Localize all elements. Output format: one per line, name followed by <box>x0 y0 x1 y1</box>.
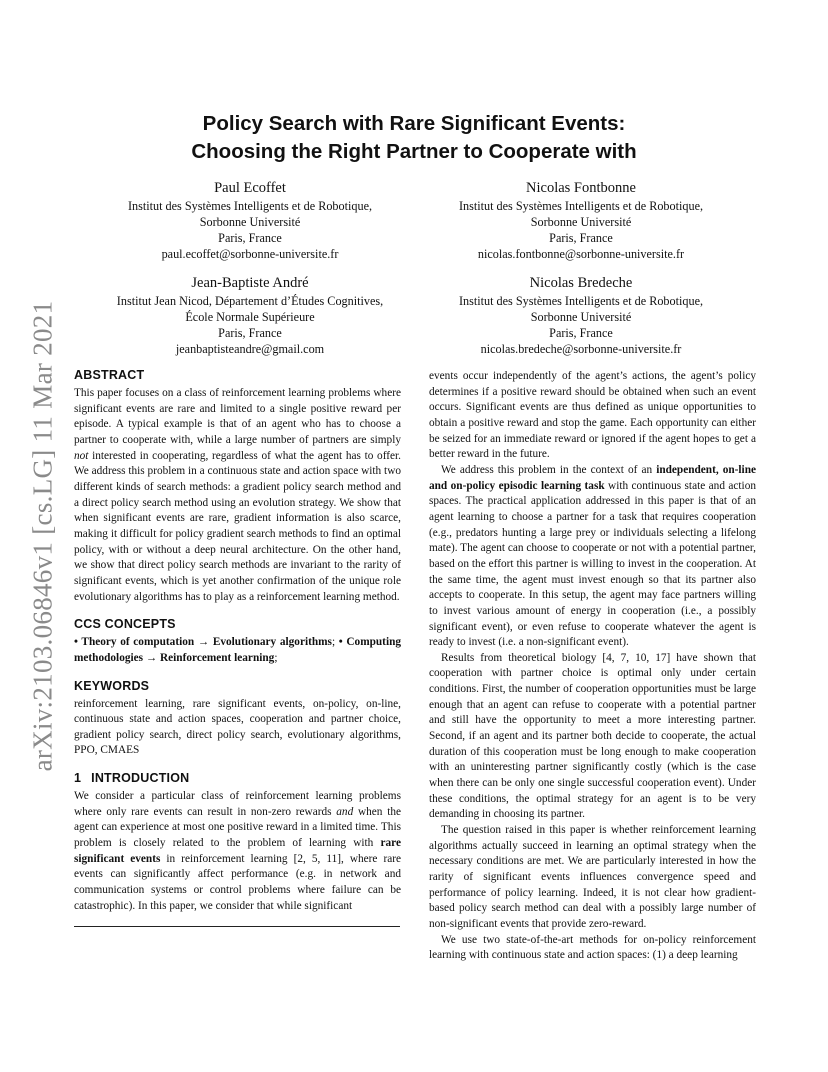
author-email: nicolas.fontbonne@sorbonne-universite.fr <box>477 247 685 261</box>
body-paragraph: We use two state-of-the-art methods for on-policy reinforcement learning with continuous state and action spaces: (1) a deep learning <box>429 933 756 962</box>
author-affiliation: Paris, France <box>218 231 282 245</box>
author-affiliation: Sorbonne Université <box>199 215 301 229</box>
author-affiliation: École Normale Supérieure <box>185 310 315 324</box>
paper-title <box>0 110 828 166</box>
keywords-heading: KEYWORDS <box>74 678 150 693</box>
footnote-rule <box>74 926 400 927</box>
author-name: Nicolas Fontbonne <box>526 180 636 196</box>
arxiv-stamp <box>22 286 64 786</box>
title-line-2: Choosing the Right Partner to Cooperate with <box>191 140 637 163</box>
body-paragraph: events occur independently of the agent’s actions, the agent’s policy determines if a positive reward should be obtained when such an event occurs. Significant events are thus defined as unique opportunities to obtain a positive reward and stop the game. Each opportunity can either be seized for an immediate reward or ignored if the agent hopes to get a better reward in the future. <box>429 370 756 461</box>
arxiv-id: arXiv:2103.06846v1 [cs.LG] 11 Mar 2021 <box>27 300 58 772</box>
author-affiliation: Paris, France <box>218 326 282 340</box>
intro-heading: 1 INTRODUCTION <box>74 771 190 786</box>
body-paragraph: Results from theoretical biology [4, 7, 10, 17] have shown that cooperation with partner choice is optimal only under certain conditions. First, the number of cooperation opportunities must be large enough that an agent can refuse to cooperate with a potential partner and still have the opportunity to meet a more interesting partner. Second, if an agent and its partner both decide to cooperate, the actual duration of this cooperation must be long enough to make cooperation with an uninteresting partner significantly costly (which is the case when there can be only one single successful cooperation event). Under these conditions, the optimal strategy for an agent is to be very demanding in choosing its partner. <box>429 651 756 821</box>
author-affiliation: Institut des Systèmes Intelligents et de Robotique, <box>458 294 704 308</box>
author-affiliation: Paris, France <box>549 326 613 340</box>
author-block-1 <box>80 178 420 262</box>
right-column <box>429 369 756 964</box>
author-affiliation: Institut des Systèmes Intelligents et de Robotique, <box>127 199 373 213</box>
ccs-text: • Theory of computation → Evolutionary algorithms; • Computing methodologies → Reinforcement learning; <box>74 636 402 664</box>
left-column <box>74 368 401 927</box>
intro-paragraph: We consider a particular class of reinforcement learning problems where only rare events can result in non-zero rewards and when the agent can experience at most one positive reward in a limited time. This problem is closely related to the problem of learning with rare significant events in reinforcement learning [2, 5, 11], where rare events can significantly affect performance (e.g. in network and communication systems or control problems where failure can be catastrophic). In this paper, we consider that while significant <box>74 790 401 912</box>
keywords-text: reinforcement learning, rare significant events, on-policy, on-line, continuous state and action spaces, cooperation and partner choice, gradient policy search, direct policy search, evolutionary algorithms, PPO, CMAES <box>74 697 401 757</box>
author-email: jeanbaptisteandre@gmail.com <box>175 342 325 356</box>
author-affiliation: Paris, France <box>549 231 613 245</box>
abstract-text: This paper focuses on a class of reinforcement learning problems where significant events are rare and limited to a single positive reward per episode. A typical example is that of an agent who has to choose a partner to cooperate with, while a large number of partners are simply not interested in cooperating, regardless of what the agent has to offer. We address this problem in a continuous state and action space with two different kinds of search methods: a gradient policy search method and a direct policy search method using an evolution strategy. We show that when significant events are rare, gradient information is also scarce, making it difficult for policy gradient search methods to find an optimal policy, with or without a deep neural architecture. On the other hand, we show that direct policy search methods are invariant to the rarity of significant events, which is yet another confirmation of the unique role evolutionary algorithms has to play as a reinforcement learning method. <box>74 387 401 603</box>
author-name: Jean-Baptiste André <box>191 275 309 291</box>
author-block-2 <box>411 178 751 262</box>
ccs-heading: CCS CONCEPTS <box>74 617 176 632</box>
body-paragraph: The question raised in this paper is whether reinforcement learning algorithms actually succeed in learning an optimal strategy when the necessary conditions are met. We are particularly interested in how the rarity of significant events influences convergence speed and performance of policy learning. Indeed, it is not clear how gradient-based policy search method can deal with a possibly large number of non-significant events that provide zero-reward. <box>429 824 756 930</box>
author-block-4 <box>411 273 751 357</box>
title-line-1: Policy Search with Rare Significant Events: <box>202 112 626 135</box>
author-affiliation: Sorbonne Université <box>530 215 632 229</box>
author-email: nicolas.bredeche@sorbonne-universite.fr <box>480 342 682 356</box>
author-affiliation: Institut Jean Nicod, Département d’Études Cognitives, <box>116 294 384 308</box>
body-paragraph: We address this problem in the context of an independent, on-line and on-policy episodic learning task with continuous state and action spaces. The practical application addressed in this paper is that of an agent learning to choose a partner for a task that requires cooperation (e.g., predators hunting a large prey or individuals selecting a lifelong mate). The agent can choose to cooperate or not with a potential partner, based on the effort this partner is willing to invest in the cooperation. At the same time, the agent must invest enough so that its partner also accepts to cooperate. In this setup, the agent may face partners willing to invest various amount of energy in cooperation (i.e., a possibly significant event), or even refuse to cooperate whatever the agent is ready to invest (i.e. a non-significant event). <box>429 463 756 649</box>
author-email: paul.ecoffet@sorbonne-universite.fr <box>161 247 339 261</box>
author-block-3 <box>70 273 430 357</box>
author-affiliation: Sorbonne Université <box>530 310 632 324</box>
author-affiliation: Institut des Systèmes Intelligents et de Robotique, <box>458 199 704 213</box>
author-name: Nicolas Bredeche <box>529 275 633 291</box>
abstract-heading: ABSTRACT <box>74 368 145 382</box>
author-name: Paul Ecoffet <box>214 180 286 196</box>
